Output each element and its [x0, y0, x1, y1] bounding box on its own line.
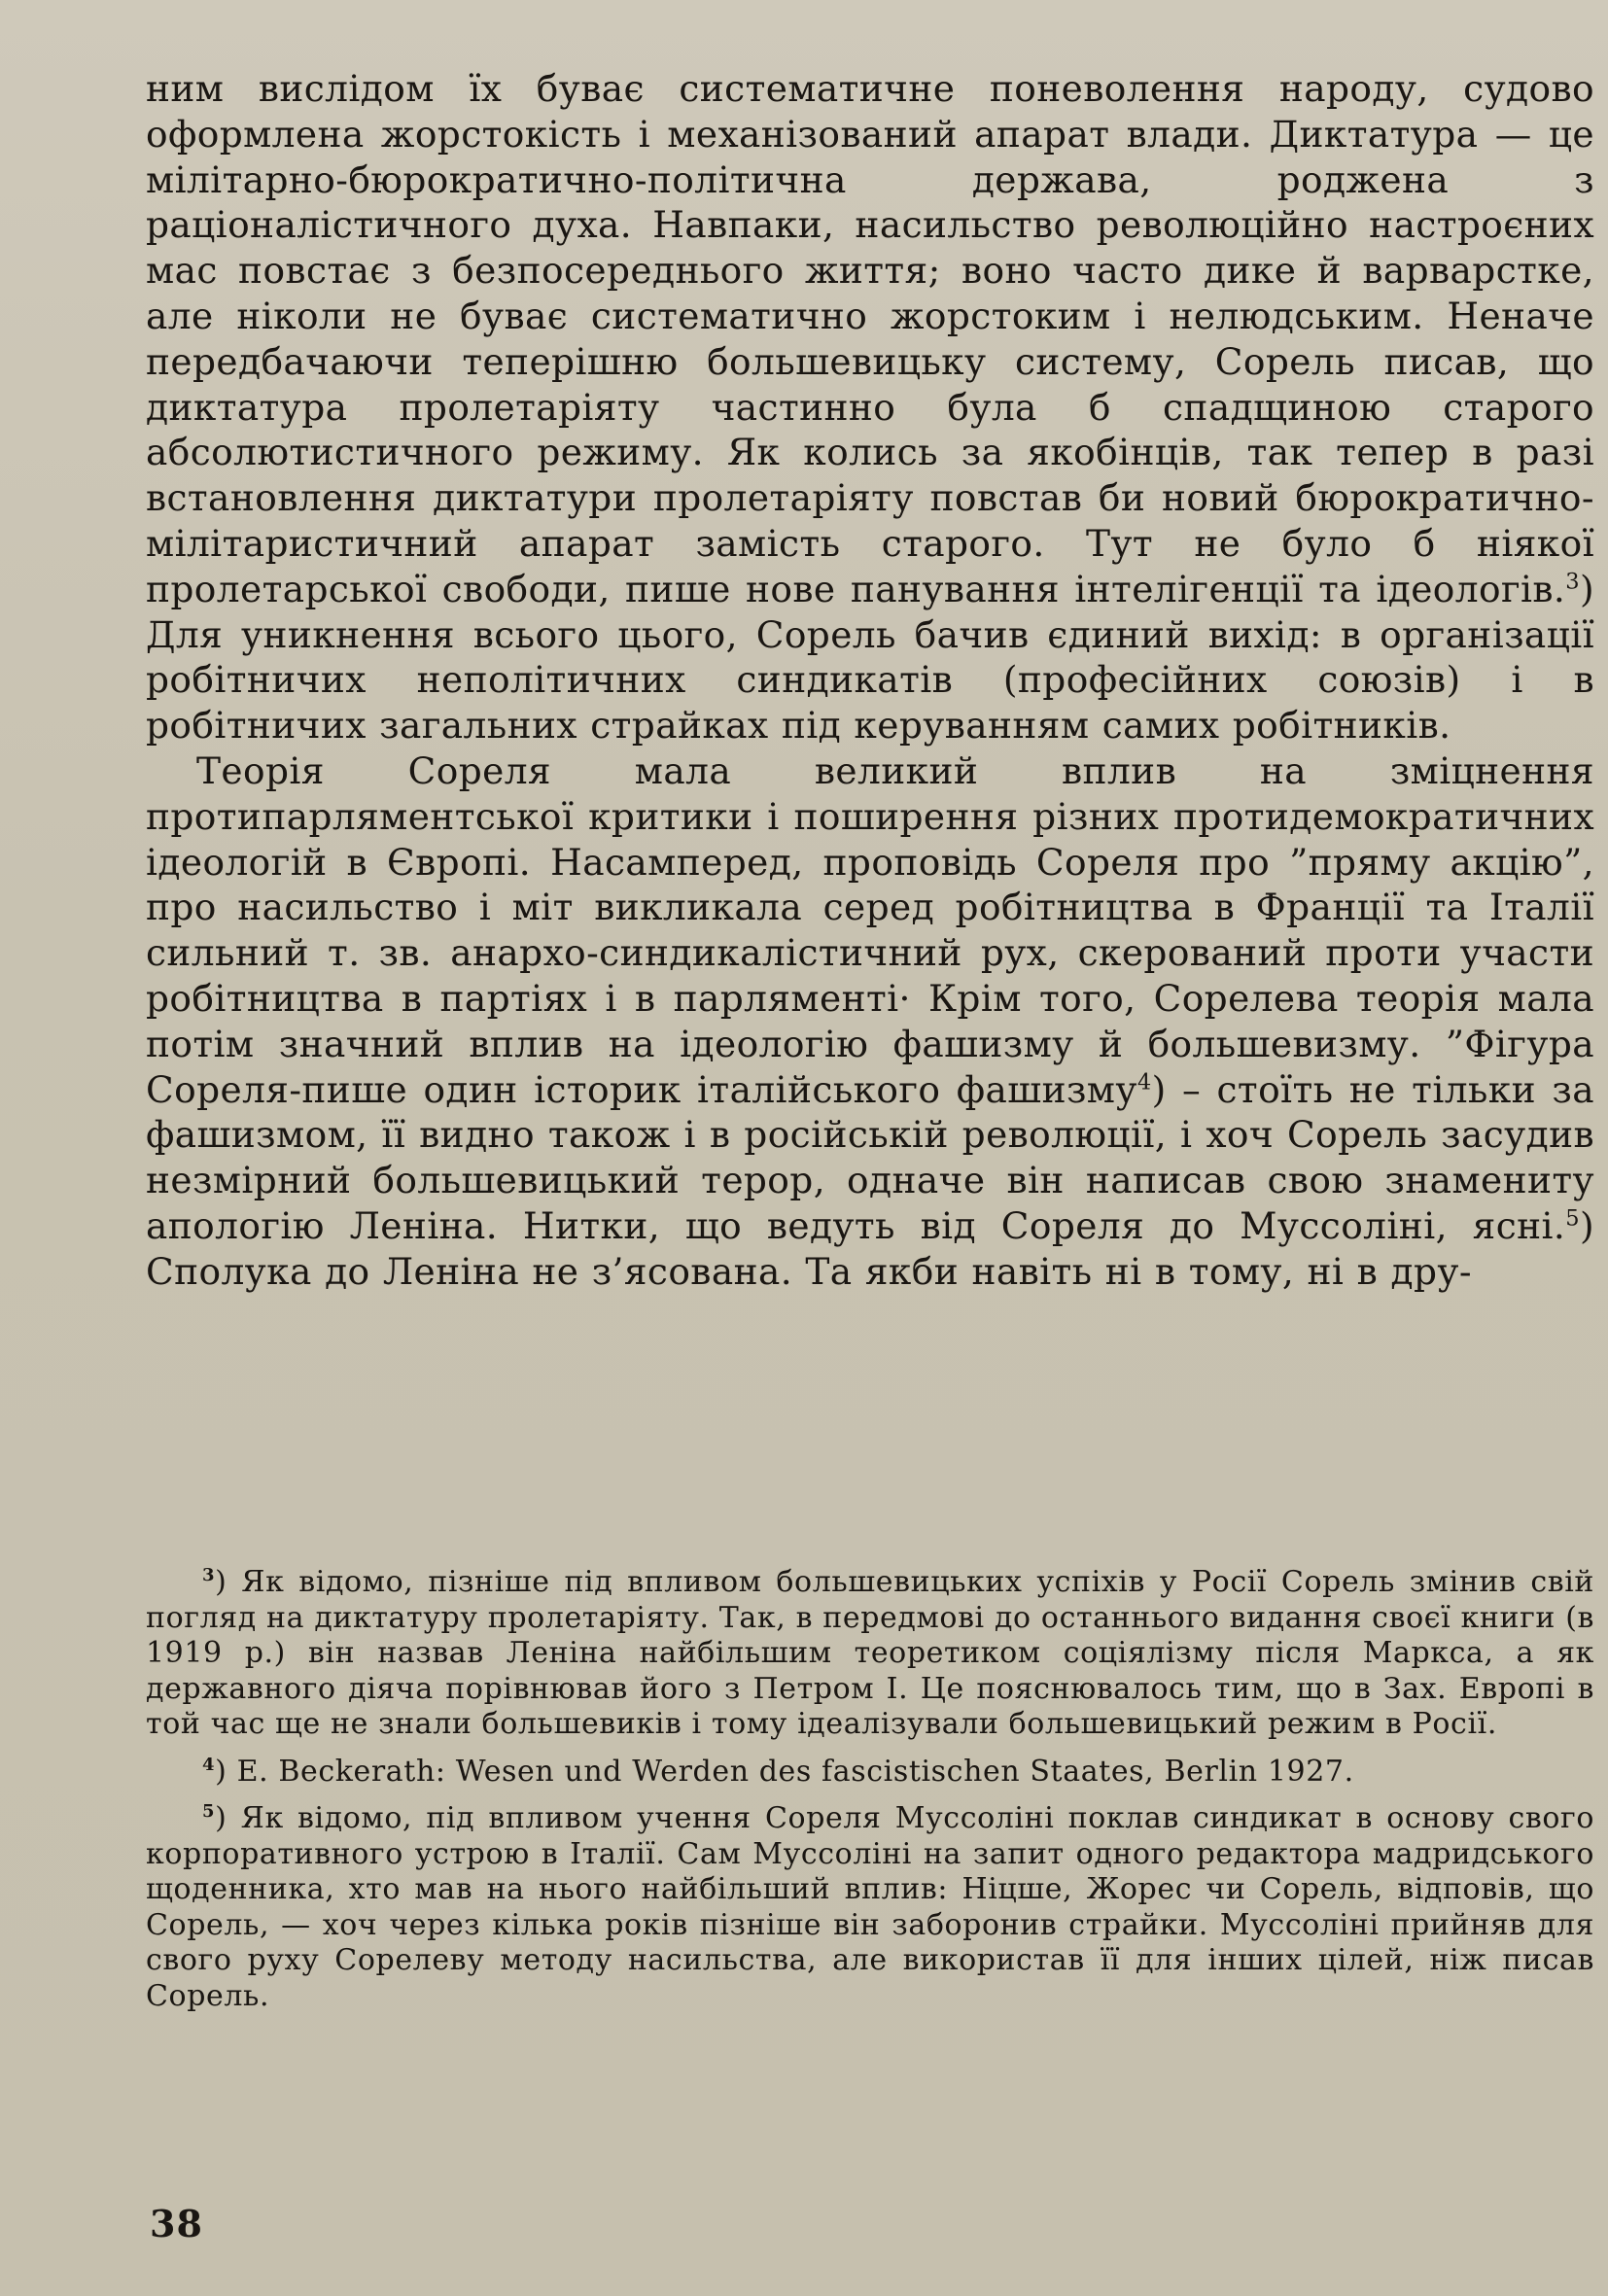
paragraph-1 — [146, 66, 1594, 748]
footnote-3 — [146, 1565, 1594, 1743]
footnote-4-text: ) E. Beckerath: Wesen und Werden des fascistischen Staates, Berlin 1927. — [215, 1754, 1354, 1789]
main-text — [146, 66, 1594, 1295]
footnote-3-text: ) Як відомо, пізніше під впливом большевицьких успіхів у Росії Сорель змінив свій погляд на диктатуру пролетаріяту. Так, в передмові до останнього видання своєї книги (в 1919 р.) він назвав Леніна найбільшим теоретиком соціялізму після Маркса, а як державного діяча порівнював його з Петром І. Це пояснювалось тим, що в Зах. Европі в той час ще не знали большевиків і тому ідеалізували большевицький режим в Росії. — [146, 1565, 1594, 1741]
footnote-5-marker: 5 — [202, 1801, 216, 1822]
paragraph-1-text-b: ) Для уникнення всього цього, Сорель бачив єдиний вихід: в організації робітничих неполітичних синдикатів (професійних союзів) і в робітничих загальних страйках під керуванням самих робітників. — [146, 567, 1594, 748]
page-number: 38 — [150, 2202, 203, 2245]
footnote-ref-3: 3 — [1565, 569, 1580, 595]
footnote-5 — [146, 1801, 1594, 2014]
paragraph-2-text-a: Теорія Сореля мала великий вплив на зміцнення протипарляментської критики і поширення різних протидемократичних ідеологій в Європі. Насамперед, проповідь Сореля про ”пряму акцію”, про насильство і міт викликала серед робітництва в Франції та Італії сильний т. зв. анархо-синдикалістичний рух, скерований проти участи робітництва в партіях і в парляменті· Крім того, Сорелева теорія мала потім значний вплив на ідеологію фашизму й большевизму. ”Фігура Сореля-пише один історик італійського фашизму — [146, 748, 1594, 1111]
footnote-4 — [146, 1755, 1594, 1791]
paragraph-1-text-a: ним вислідом їх буває систематичне поневолення народу, судово оформлена жорстокість і механізований апарат влади. Диктатура — це мілітарно-бюрократично-політична держава, роджена з раціоналістичного духа. Навпаки, насильство революційно настроєних мас повстає з безпосереднього життя; воно часто дике й варварстке, але ніколи не буває систематично жорстоким і нелюдським. Неначе передбачаючи теперішню большевицьку систему, Сорель писав, що диктатура пролетаріяту частинно була б спадщиною старого абсолютистичного режиму. Як колись за якобінців, так тепер в разі встановлення диктатури пролетаріяту повстав би новий бюрократично-мілітаристичний апарат замість старого. Тут не було б ніякої пролетарської свободи, пише нове панування інтелігенції та ідеологів. — [146, 67, 1594, 610]
footnote-ref-4: 4 — [1136, 1069, 1152, 1096]
footnotes — [146, 1565, 1594, 2026]
footnote-4-marker: 4 — [202, 1754, 216, 1775]
paragraph-2-text-c: ) Сполука до Леніна не з’ясована. Та якби навіть ні в тому, ні в дру- — [146, 1203, 1594, 1293]
footnote-ref-5: 5 — [1565, 1205, 1580, 1232]
footnote-5-text: ) Як відомо, під впливом учення Сореля Муссоліні поклав синдикат в основу свого корпоративного устрою в Італії. Сам Муссоліні на запит одного редактора мадридського щоденника, хто мав на нього найбільший вплив: Ніцше, Жорес чи Сорель, відповів, що Сорель, — хоч через кілька років пізніше він заборонив страйки. Муссоліні прийняв для свого руху Сорелеву методу насильства, але використав її для інших цілей, ніж писав Сорель. — [146, 1801, 1594, 2013]
paragraph-2 — [146, 748, 1594, 1295]
footnote-3-marker: 3 — [202, 1565, 216, 1585]
paragraph-2-text-b: ) – стоїть не тільки за фашизмом, її видно також і в російській революції, і хоч Сорель засудив незмірний большевицький терор, одначе він написав свою знамениту апологію Леніна. Нитки, що ведуть від Сореля до Муссоліні, ясні. — [146, 1067, 1594, 1247]
